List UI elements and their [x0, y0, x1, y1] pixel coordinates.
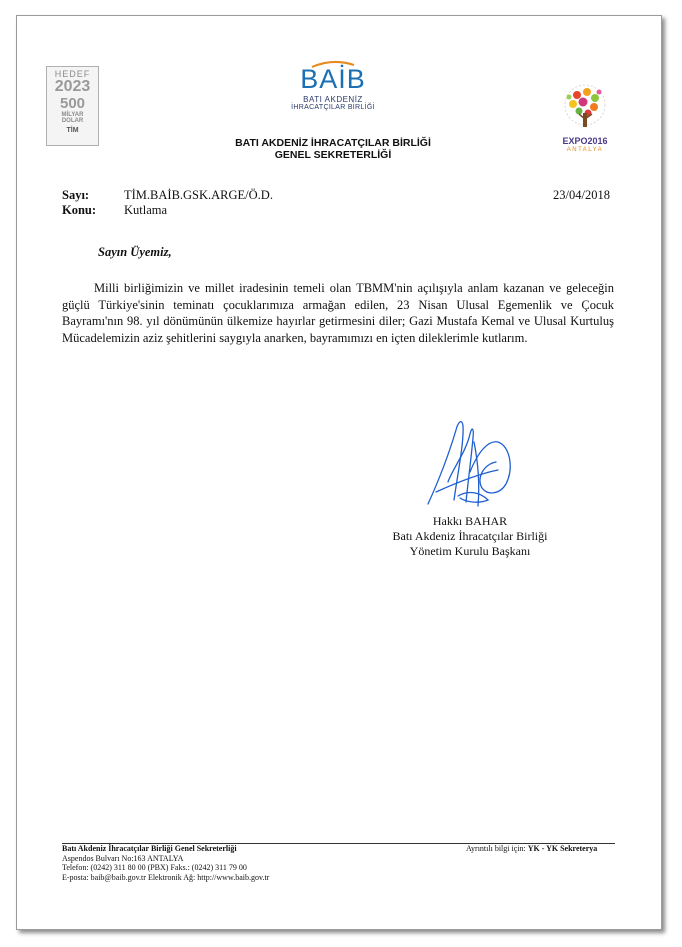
expo-city: ANTALYA — [566, 147, 604, 153]
handwritten-signature — [418, 412, 528, 512]
konu-value: Kutlama — [124, 203, 168, 217]
sayi-label: Sayı: — [62, 188, 90, 202]
letter-body: Milli birliğimizin ve millet iradesinin temeli olan TBMM'nin açılışıyla anlam kazanan ve geleceğin güçlü Türkiye'sinin teminatı çocuklarımıza armağan edilen, 23 Nisan Ulusal Egemenlik ve Çocuk Bayramı'nın 98. yıl dönümünün ülkemize hayırlar getirmesini diler; Gazi Mustafa Kemal ve Ulusal Kurtuluş Mücadelemizin aziz şehitlerini saygıyla anarken, bayramımızı en içten dileklerimle kutlarım. — [62, 281, 614, 345]
footer-info-contact: YK - YK Sekreterya — [527, 844, 598, 853]
org-title — [183, 137, 483, 161]
footer-contact — [62, 844, 269, 882]
signatory-name: Hakkı BAHAR — [432, 514, 508, 528]
signatory-org: Batı Akdeniz İhracatçılar Birliği — [392, 529, 548, 543]
signatory-title: Yönetim Kurulu Başkanı — [409, 544, 531, 558]
hedef-milyar: MİLYAR — [61, 112, 84, 118]
footer-phone: Telefon: (0242) 311 80 00 (PBX) Faks.: (0242) 311 79 00 — [62, 863, 247, 872]
footer-info — [466, 844, 597, 854]
sayi-value: TİM.BAİB.GSK.ARGE/Ö.D. — [124, 188, 273, 202]
footer-org: Batı Akdeniz İhracatçılar Birliği Genel Sekreterliği — [62, 844, 237, 853]
letter-date: 23/04/2018 — [553, 188, 610, 202]
konu-label: Konu: — [62, 203, 97, 217]
hedef-2023-logo — [46, 66, 99, 146]
expo-name: EXPO2016 — [562, 136, 608, 146]
salutation: Sayın Üyemiz, — [98, 245, 172, 259]
baib-logo — [283, 60, 383, 111]
expo-tree-icon — [552, 83, 618, 131]
org-title-line1: BATI AKDENİZ İHRACATÇILAR BİRLİĞİ — [235, 137, 431, 149]
expo-2016-logo — [552, 83, 618, 151]
hedef-500: 500 — [59, 95, 86, 112]
hedef-dolar: DOLAR — [61, 118, 84, 124]
baib-sub2: İHRACATÇILAR BİRLİĞİ — [291, 104, 375, 111]
hedef-year: 2023 — [54, 78, 91, 95]
baib-sub1: BATI AKDENİZ — [303, 95, 363, 104]
hedef-text: HEDEF — [54, 69, 91, 79]
baib-wordmark: BAİB — [300, 64, 366, 94]
footer-address: Aspendos Bulvarı No:163 ANTALYA — [62, 853, 184, 863]
signatory-block — [360, 514, 580, 559]
hedef-tim: TİM — [66, 127, 79, 134]
footer-email: E-posta: baib@baib.gov.tr Elektronik Ağ: http://www.baib.gov.tr — [62, 872, 270, 882]
footer-info-prefix: Ayrıntılı bilgi için: — [466, 844, 528, 853]
org-title-line2: GENEL SEKRETERLİĞİ — [274, 149, 392, 161]
